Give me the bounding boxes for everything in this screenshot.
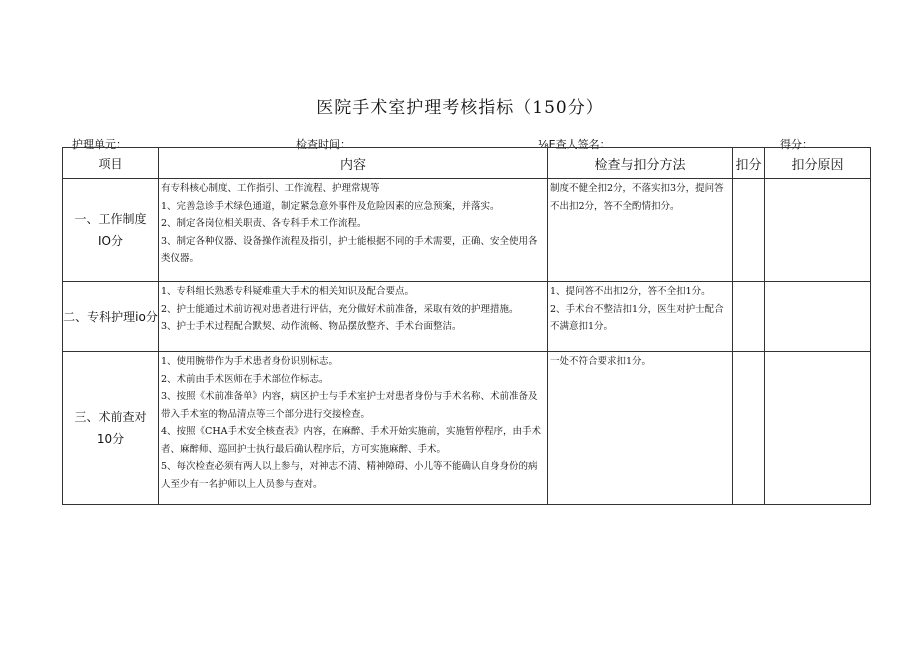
deduct-cell[interactable] (733, 282, 765, 352)
deduct-cell[interactable] (733, 179, 765, 282)
content-line: 1、专科组长熟悉专科疑难重大手术的相关知识及配合要点。 (161, 286, 415, 297)
content-line: 3、护士手术过程配合默契、动作流畅、物品摆放整齐、手术台面整洁。 (161, 321, 462, 332)
content-line: 2、术前由手术医师在手术部位作标志。 (161, 373, 329, 385)
reason-cell[interactable] (765, 352, 871, 505)
item-score: 10分 (96, 432, 125, 446)
table-row (63, 352, 871, 505)
reason-cell[interactable] (765, 282, 871, 352)
content-cell (159, 352, 548, 505)
header-reason: 扣分原因 (765, 148, 871, 179)
method-line: 制度不健全扣2分，不落实扣3分，提问答不出扣2分，答不全酌情扣分。 (550, 183, 724, 212)
content-line: 2、制定各岗位相关职责、各专科手术工作流程。 (161, 218, 367, 229)
table-row (63, 179, 871, 282)
header-content: 内容 (159, 148, 548, 179)
method-cell (548, 179, 733, 282)
deduct-cell[interactable] (733, 352, 765, 505)
method-line: 一处不符合要求扣1分。 (550, 356, 652, 367)
header-method: 检查与扣分方法 (548, 148, 733, 179)
content-line: 3、制定各种仪器、设备操作流程及指引，护士能根据不同的手术需要，正确、安全使用各类仪器。 (161, 235, 538, 264)
content-line: 5、每次检查必须有两人以上参与，对神志不清、精神障碍、小儿等不能确认自身身份的病人至少有一名护师以上人员参与查对。 (161, 461, 538, 490)
nursing-unit-label: 护理单元： (72, 138, 127, 151)
checker-signature-label: ⅛E查人签名： (538, 138, 611, 151)
page-title: 医院手术室护理考核指标（150分） (316, 98, 604, 118)
item-cell (63, 282, 159, 352)
item-title: 二、专科护理io分 (63, 309, 158, 324)
header-deduct: 扣分 (733, 148, 765, 179)
content-line: 4、按照《CHA手术安全核查表》内容，在麻醉、手术开始实施前，实施暂停程序，由手术者、麻醉师、巡回护士执行最后确认程序后，方可实施麻醉、手术。 (161, 426, 541, 455)
table-header-row (63, 148, 871, 179)
content-line: 3、按照《术前准备单》内容，病区护士与手术室护士对患者身份与手术名称、术前准备及带入手术室的物品清点等三个部分进行交接检查。 (161, 391, 538, 420)
method-cell (548, 282, 733, 352)
item-cell (63, 179, 159, 282)
item-score: IO分 (98, 234, 123, 248)
content-cell (159, 179, 548, 282)
reason-cell[interactable] (765, 179, 871, 282)
content-line: 有专科核心制度、工作指引、工作流程、护理常规等 (161, 183, 380, 194)
item-title: 三、术前查对 (74, 410, 147, 424)
content-line: 1、使用腕带作为手术患者身份识别标志。 (161, 356, 339, 367)
method-cell (548, 352, 733, 505)
assessment-table (62, 147, 871, 505)
content-line: 2、护士能通过术前访视对患者进行评估，充分做好术前准备，采取有效的护理措施。 (161, 303, 519, 315)
content-cell (159, 282, 548, 352)
method-line: 1、提问答不出扣2分，答不全扣1分。 (550, 286, 711, 297)
score-label: 得分： (780, 138, 813, 151)
item-title: 一、工作制度 (74, 212, 147, 226)
method-line: 2、手术台不整洁扣1分，医生对护士配合不满意扣1分。 (550, 303, 724, 332)
header-item: 项目 (63, 148, 159, 179)
check-time-label: 检查时间： (296, 138, 351, 151)
table-row (63, 282, 871, 352)
item-cell (63, 352, 159, 505)
content-line: 1、完善急诊手术绿色通道，制定紧急意外事件及危险因素的应急预案，并落实。 (161, 200, 500, 212)
